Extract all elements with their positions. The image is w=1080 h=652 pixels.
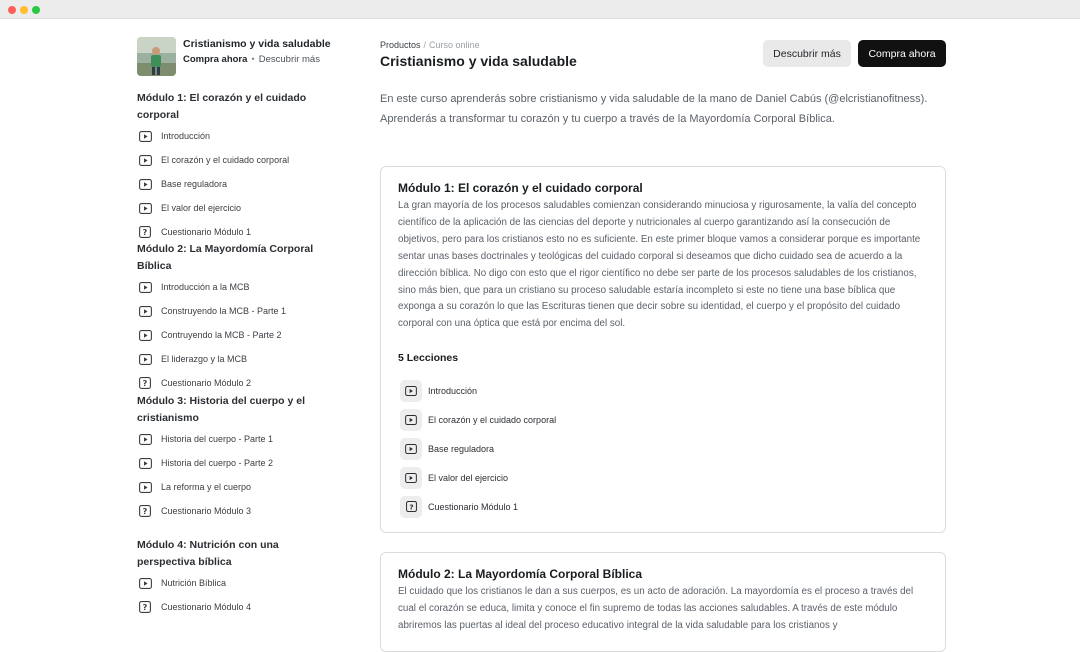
quiz-icon: [400, 496, 422, 518]
breadcrumb-root[interactable]: Productos: [380, 40, 421, 50]
quiz-icon: [137, 375, 153, 391]
sidebar-module-1: [137, 90, 337, 244]
sidebar-lesson-label: Cuestionario Módulo 3: [161, 506, 252, 516]
play-icon: [400, 409, 422, 431]
svg-text:?: ?: [408, 502, 414, 512]
svg-text:?: ?: [142, 379, 148, 388]
sidebar-lesson[interactable]: [137, 571, 337, 595]
sidebar-module-title: Módulo 3: Historia del cuerpo y el cristianismo: [137, 395, 306, 424]
sidebar-module-2: [137, 241, 337, 395]
module-card-1: [380, 166, 946, 533]
sidebar-lesson-label: Base reguladora: [161, 179, 228, 189]
play-icon: [400, 438, 422, 460]
breadcrumb: [380, 40, 480, 50]
sidebar-module-3: [137, 393, 337, 523]
breadcrumb-separator: /: [423, 40, 427, 50]
course-intro: En este curso aprenderás sobre cristianismo y vida saludable de la mano de Daniel Cabús (@elcristianofitness). Aprenderás a transformar tu corazón y tu cuerpo a través de la Mayordomía Corporal Bíblica.: [380, 93, 928, 125]
sidebar-lesson[interactable]: [137, 347, 337, 371]
sidebar-module-title: Módulo 4: Nutrición con una perspectiva bíblica: [137, 539, 279, 568]
play-icon: [137, 575, 153, 591]
sidebar-lesson-label: Construyendo la MCB - Parte 1: [161, 306, 287, 316]
play-icon: [137, 303, 153, 319]
svg-text:?: ?: [142, 603, 148, 612]
play-icon: [137, 431, 153, 447]
module-lesson-label: Introducción: [428, 385, 478, 396]
play-icon: [137, 351, 153, 367]
play-icon: [400, 467, 422, 489]
sidebar-lesson-label: Historia del cuerpo - Parte 1: [161, 434, 274, 444]
module-card-2: [380, 552, 946, 652]
sidebar-lesson[interactable]: [137, 323, 337, 347]
discover-more-button[interactable]: Descubrir más: [763, 40, 851, 67]
play-icon: [137, 200, 153, 216]
sidebar-lesson[interactable]: [137, 196, 337, 220]
sidebar-lesson[interactable]: [137, 427, 337, 451]
close-window-button[interactable]: [8, 6, 16, 14]
sidebar-buy-link[interactable]: Compra ahora: [183, 54, 248, 65]
sidebar-lesson[interactable]: [137, 595, 337, 619]
module-lesson-label: El corazón y el cuidado corporal: [428, 414, 557, 425]
sidebar-more-link[interactable]: Descubrir más: [258, 54, 320, 65]
quiz-icon: [137, 503, 153, 519]
sidebar-lesson-label: Historia del cuerpo - Parte 2: [161, 458, 274, 468]
minimize-window-button[interactable]: [20, 6, 28, 14]
module-card-title: Módulo 1: El corazón y el cuidado corporal: [398, 181, 643, 195]
sidebar-lesson-label: El liderazgo y la MCB: [161, 354, 248, 364]
play-icon: [400, 380, 422, 402]
page-title: Cristianismo y vida saludable: [380, 53, 577, 69]
sidebar-lesson-label: El corazón y el cuidado corporal: [161, 155, 290, 165]
module-card-description: El cuidado que los cristianos le dan a sus cuerpos, es un acto de adoración. La mayordomía es el proceso a través del cual el corazón se educa, limita y conoce el fin supremo de todas las acciones saludables. A través de este módulo abriremos las puertas al ideal del proceso educativo integral de la vida saludable para los cristianos y: [398, 586, 914, 631]
module-lessons-list: [400, 376, 920, 521]
sidebar-lesson-label: Nutrición Bíblica: [161, 578, 227, 588]
play-icon: [137, 327, 153, 343]
module-card-title: Módulo 2: La Mayordomía Corporal Bíblica: [398, 567, 643, 581]
buy-now-button[interactable]: Compra ahora: [858, 40, 946, 67]
sidebar-lesson[interactable]: [137, 148, 337, 172]
play-icon: [137, 455, 153, 471]
sidebar-lesson[interactable]: [137, 451, 337, 475]
sidebar-module-4: [137, 537, 337, 619]
svg-text:?: ?: [142, 507, 148, 516]
breadcrumb-current: Curso online: [429, 40, 480, 50]
lessons-count: 5 Lecciones: [398, 352, 459, 364]
module-lesson[interactable]: [400, 463, 920, 492]
product-title: Cristianismo y vida saludable: [183, 38, 331, 50]
sidebar-lesson[interactable]: [137, 275, 337, 299]
sidebar-lesson-label: Introducción: [161, 131, 211, 141]
sidebar-lesson[interactable]: [137, 299, 337, 323]
sidebar-lesson-label: Contruyendo la MCB - Parte 2: [161, 330, 282, 340]
sidebar-module-title: Módulo 1: El corazón y el cuidado corporal: [137, 92, 307, 121]
course-sidebar: [137, 37, 337, 612]
window-titlebar: [0, 0, 1080, 19]
play-icon: [137, 176, 153, 192]
sidebar-module-title: Módulo 2: La Mayordomía Corporal Bíblica: [137, 243, 314, 272]
module-card-description: La gran mayoría de los procesos saludables comienzan considerando minuciosa y rigurosamente, la valía del concepto científico de la aplicación de las ciencias del deporte y nutricionales al cuerpo garantizando así la consecución de objetivos, pero para los cristianos esto no es suficiente. En este primer bloque vamos a considerar porque es importante sentar unas bases doctrinales y teológicas del cuidado corporal si deseamos que dicho cuidado sea de acuerdo a la dirección bíblica. No digo con esto que el rigor científico no debe ser parte de los procesos saludables de los cristianos, sino más bien, que para un cristiano su proceso saludable estaría incompleto si este no tiene una base bíblica que exponga a su corazón lo que las Escrituras tienen que decir sobre su identidad, el cuerpo y el propósito del cuidado corporal con una óptica que está por encima del sol.: [398, 200, 921, 330]
quiz-icon: [137, 224, 153, 240]
module-lesson-label: Base reguladora: [428, 443, 495, 454]
sidebar-lesson[interactable]: [137, 499, 337, 523]
module-lesson[interactable]: [400, 434, 920, 463]
sidebar-lesson[interactable]: [137, 124, 337, 148]
module-lesson[interactable]: [400, 405, 920, 434]
sidebar-lesson[interactable]: [137, 172, 337, 196]
sidebar-lesson-label: El valor del ejercicio: [161, 203, 242, 213]
sidebar-lesson-label: La reforma y el cuerpo: [161, 482, 252, 492]
link-separator: •: [251, 54, 255, 65]
module-lesson[interactable]: [400, 492, 920, 521]
play-icon: [137, 279, 153, 295]
quiz-icon: [137, 599, 153, 615]
sidebar-lesson-label: Introducción a la MCB: [161, 282, 250, 292]
play-icon: [137, 152, 153, 168]
module-lesson[interactable]: [400, 376, 920, 405]
sidebar-lesson-label: Cuestionario Módulo 2: [161, 378, 252, 388]
module-lesson-label: El valor del ejercicio: [428, 472, 509, 483]
product-thumbnail[interactable]: [137, 37, 176, 76]
sidebar-lesson-label: Cuestionario Módulo 4: [161, 602, 252, 612]
sidebar-lesson-label: Cuestionario Módulo 1: [161, 227, 252, 237]
maximize-window-button[interactable]: [32, 6, 40, 14]
sidebar-lesson[interactable]: [137, 371, 337, 395]
module-lesson-label: Cuestionario Módulo 1: [428, 501, 519, 512]
sidebar-lesson[interactable]: [137, 475, 337, 499]
play-icon: [137, 128, 153, 144]
play-icon: [137, 479, 153, 495]
svg-text:?: ?: [142, 228, 148, 237]
product-header: [137, 37, 337, 76]
